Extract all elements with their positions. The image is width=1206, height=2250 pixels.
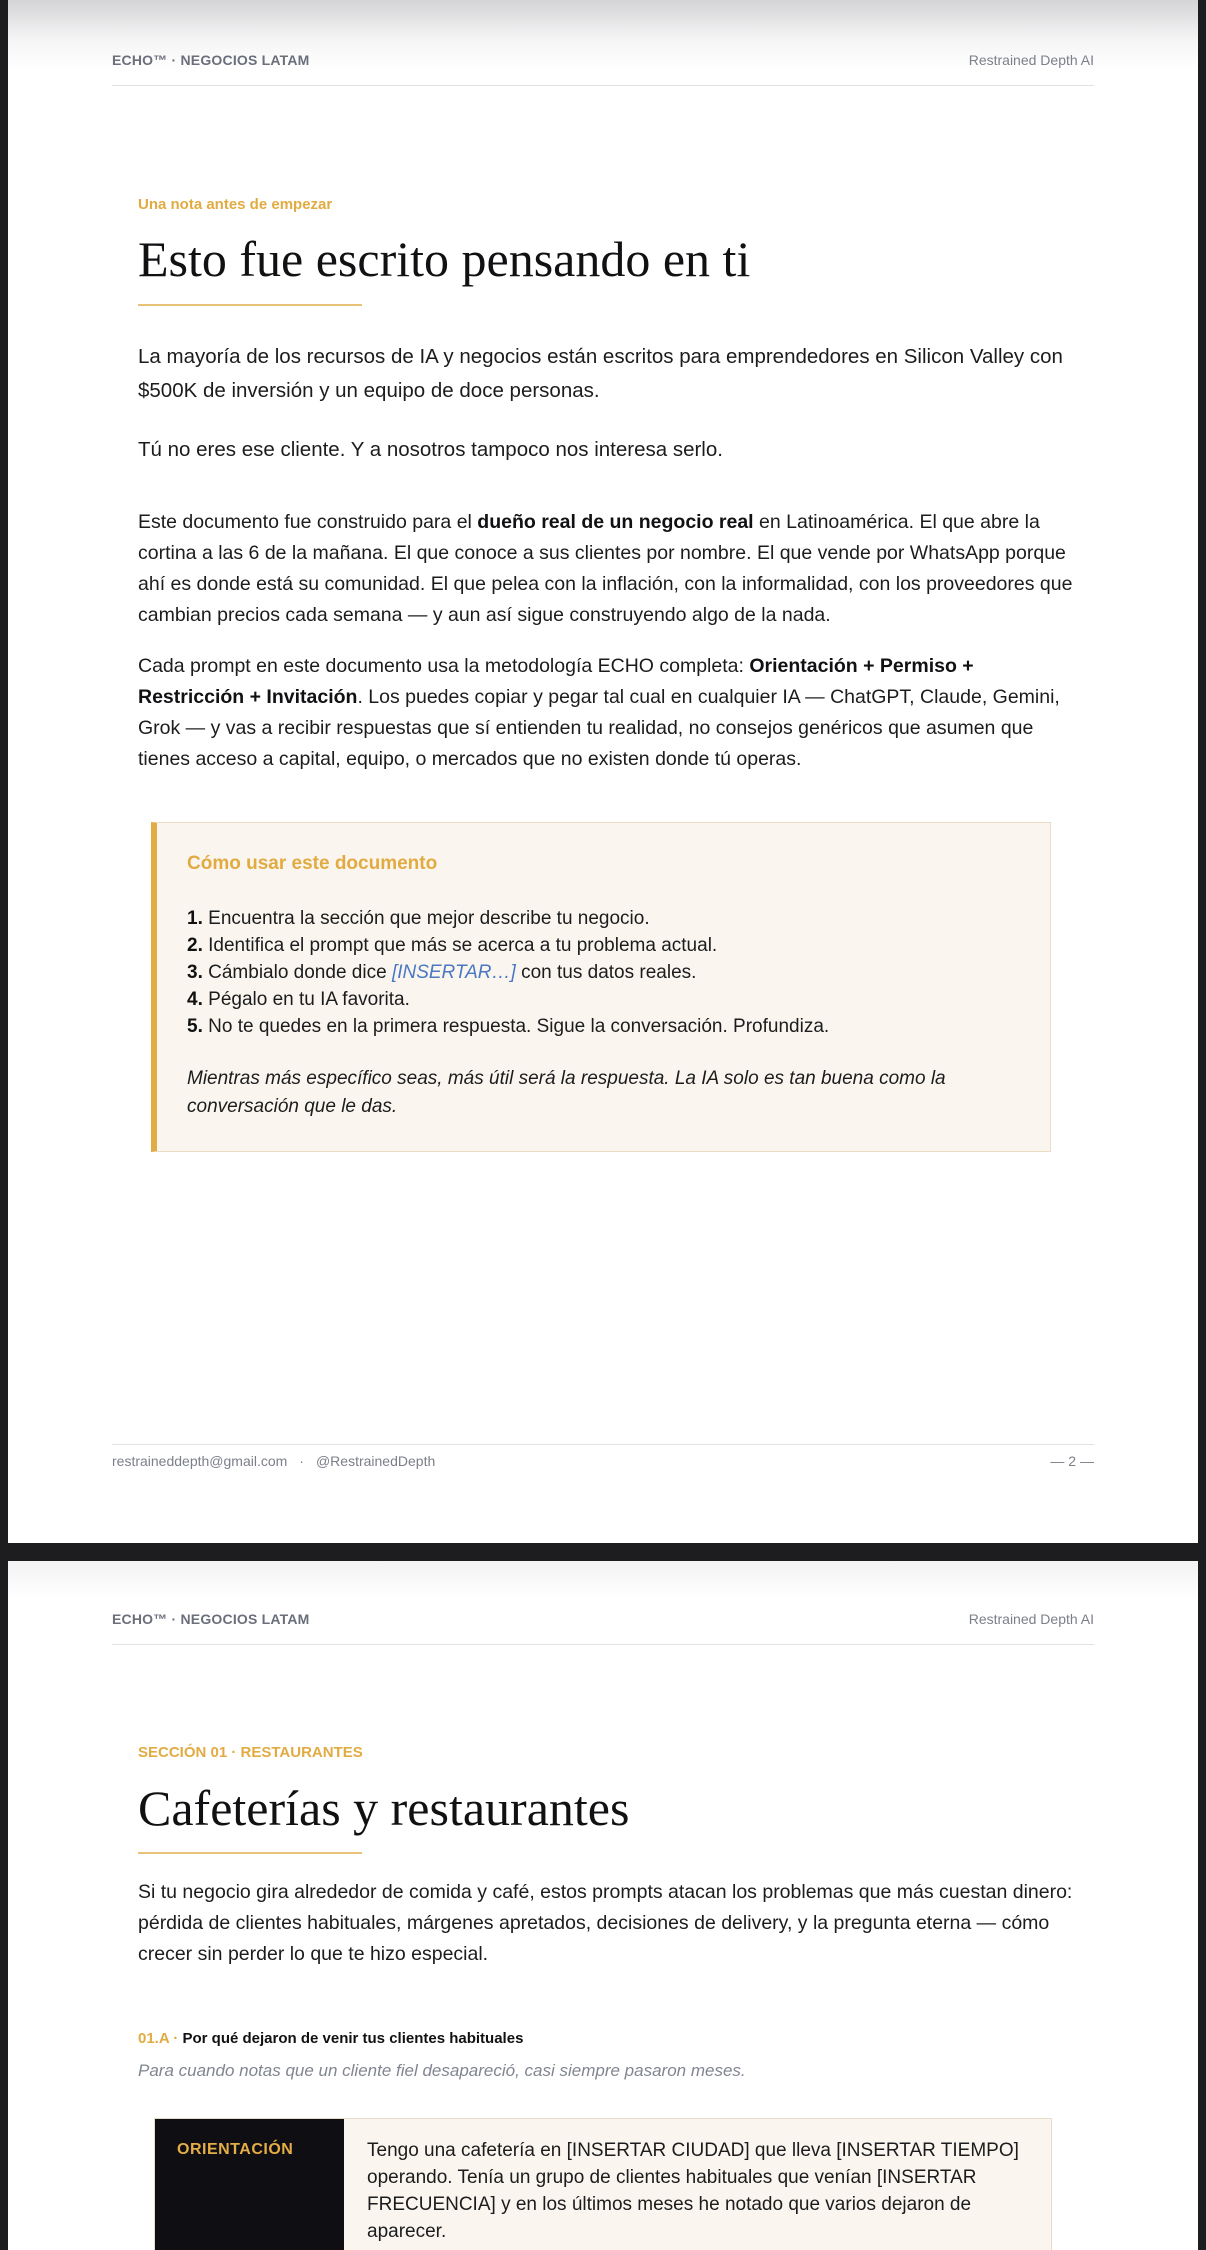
subsection-code: 01.A — [138, 2030, 170, 2047]
steps-list — [187, 905, 829, 1040]
body-paragraph-2-start: Cada prompt en este documento usa la metodología ECHO completa: — [138, 655, 750, 677]
page-number: — 2 — — [1050, 1453, 1094, 1469]
intro-paragraph-1: La mayoría de los recursos de IA y negocios están escritos para emprendedores en Silicon Valley con $500K de inversión y un equipo de doce personas. — [138, 345, 1063, 402]
step-number: 1. — [187, 908, 203, 929]
how-to-use-callout — [151, 822, 1051, 1152]
prompt-block — [154, 2118, 1052, 2250]
step-text: Identifica el prompt que más se acerca a tu problema actual. — [208, 935, 718, 956]
section-intro: Si tu negocio gira alrededor de comida y café, estos prompts atacan los problemas que más cuestan dinero: pérdida de clientes habituales, márgenes apretados, decisiones de delivery, y la pregunta eterna — cómo crecer sin perder lo que te hizo especial. — [138, 1881, 1073, 1965]
footer-divider — [112, 1444, 1094, 1445]
step-item — [187, 986, 829, 1013]
footer-email: restraineddepth@gmail.com — [112, 1453, 288, 1469]
page-title: Esto fue escrito pensando en ti — [138, 231, 751, 287]
step-item — [187, 905, 829, 932]
step-text: con tus datos reales. — [515, 962, 697, 983]
subsection-title: Por qué dejaron de venir tus clientes habituales — [182, 2030, 524, 2047]
step-item — [187, 959, 829, 986]
step-number: 5. — [187, 1016, 203, 1037]
step-item — [187, 932, 829, 959]
page-top-shade — [8, 1561, 1198, 1601]
callout-note: Mientras más específico seas, más útil será la respuesta. La IA solo es tan buena como la conversación que le das. — [187, 1068, 946, 1117]
body-paragraph-1-emphasis: dueño real de un negocio real — [477, 511, 754, 533]
footer-separator: · — [299, 1453, 304, 1469]
subsection-heading — [138, 2030, 523, 2047]
section-eyebrow: SECCIÓN 01 · RESTAURANTES — [138, 1744, 363, 1761]
body-paragraph-2-emphasis: Orientación + Permiso + Restricción + Invitación — [138, 655, 974, 708]
step-number: 3. — [187, 962, 203, 983]
body-paragraph-1 — [138, 507, 1078, 631]
title-underline — [138, 1852, 362, 1854]
body-paragraph-2-end: . Los puedes copiar y pegar tal cual en cualquier IA — ChatGPT, Claude, Gemini, Grok — y vas a recibir respuestas que sí entienden tu realidad, no consejos genéricos que asumen que tienes acceso a capital, equipo, o mercados que no existen donde tú operas. — [138, 686, 1060, 770]
running-header-author: Restrained Depth AI — [968, 52, 1094, 68]
body-paragraph-1-end: en Latinoamérica. El que abre la cortina a las 6 de la mañana. El que conoce a sus clientes por nombre. El que vende por WhatsApp porque ahí es donde está su comunidad. El que pelea con la inflación, con la informalidad, con los proveedores que cambian precios cada semana — y aun así sigue construyendo algo de la nada. — [138, 511, 1073, 626]
body-paragraph-1-start: Este documento fue construido para el — [138, 511, 478, 533]
step-item — [187, 1013, 829, 1040]
intro-paragraph-2: Tú no eres ese cliente. Y a nosotros tampoco nos interesa serlo. — [138, 438, 723, 461]
step-number: 2. — [187, 935, 203, 956]
prompt-label-orientacion: ORIENTACIÓN — [155, 2119, 344, 2250]
callout-title: Cómo usar este documento — [187, 853, 438, 874]
section-eyebrow: Una nota antes de empezar — [138, 196, 333, 213]
body-paragraph-2 — [138, 651, 1078, 775]
header-divider — [112, 85, 1094, 86]
step-text: Pégalo en tu IA favorita. — [208, 989, 410, 1010]
header-divider — [112, 1644, 1094, 1645]
title-underline — [138, 304, 362, 306]
document-page-3 — [8, 1561, 1198, 2250]
document-page-2 — [8, 0, 1198, 1543]
step-text: Encuentra la sección que mejor describe tu negocio. — [208, 908, 650, 929]
running-header-author: Restrained Depth AI — [968, 1611, 1094, 1627]
step-text: No te quedes en la primera respuesta. Sigue la conversación. Profundiza. — [208, 1016, 830, 1037]
subsection-note: Para cuando notas que un cliente fiel desapareció, casi siempre pasaron meses. — [138, 2061, 746, 2080]
footer-contact — [112, 1453, 435, 1469]
footer-handle: @RestrainedDepth — [315, 1453, 436, 1469]
insert-placeholder: [INSERTAR…] — [391, 962, 516, 983]
prompt-text: Tengo una cafetería en [INSERTAR CIUDAD] que lleva [INSERTAR TIEMPO] operando. Tenía un grupo de clientes habituales que venían [INSERTAR FRECUENCIA] y en los últimos meses he notado que varios dejaron de aparecer. — [367, 2140, 1019, 2242]
step-text: Cámbialo donde dice — [208, 962, 392, 983]
running-header-brand: ECHO™ · NEGOCIOS LATAM — [112, 52, 310, 68]
step-number: 4. — [187, 989, 203, 1010]
running-header-brand: ECHO™ · NEGOCIOS LATAM — [112, 1611, 310, 1627]
subsection-separator: · — [169, 2030, 183, 2047]
section-title: Cafeterías y restaurantes — [138, 1780, 630, 1836]
